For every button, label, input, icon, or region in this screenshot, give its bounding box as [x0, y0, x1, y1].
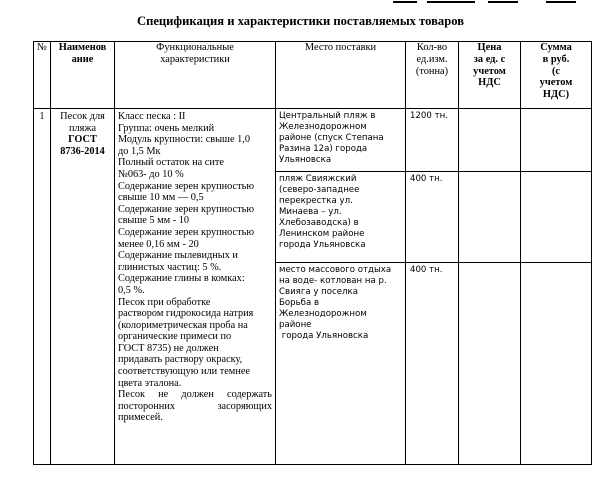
location-line: Железнодорожном — [279, 122, 367, 132]
location-line: перекрестка ул. — [279, 196, 353, 206]
product-standard-line: ГОСТ — [68, 134, 97, 146]
header-sum-line: учетом — [539, 77, 573, 89]
header-price — [459, 42, 521, 109]
functional-characteristics-cell — [115, 109, 276, 465]
header-unit — [406, 42, 459, 109]
header-unit-line: Кол-во — [416, 42, 448, 53]
header-price-line: учетом — [473, 65, 506, 77]
header-functional — [115, 42, 276, 109]
characteristic-line: свыше 5 мм - 10 — [118, 215, 190, 227]
sum-cell — [521, 172, 592, 263]
characteristic-line: менее 0,16 мм - 20 — [118, 238, 199, 250]
characteristic-line: Содержание пылевидных и — [118, 250, 238, 262]
characteristic-line: Песок не должен содержать — [118, 389, 272, 401]
characteristic-line: соответствующую или темнее — [118, 366, 250, 378]
page-top-edge-marks — [0, 0, 601, 6]
location-line: города Ульяновска — [279, 240, 366, 250]
delivery-location-cell — [276, 172, 406, 263]
delivery-location-cell — [276, 109, 406, 172]
characteristic-line: Содержание зерен крупностью — [118, 226, 255, 238]
product-name-line: Песок для — [60, 111, 105, 122]
header-functional-line: Функциональные — [156, 42, 234, 53]
characteristic-line: Группа: очень мелкий — [118, 122, 215, 134]
characteristic-line: Содержание зерен крупностью — [118, 180, 255, 192]
characteristic-line: Песок при обработке — [118, 296, 211, 308]
price-cell — [459, 172, 521, 263]
characteristic-line: органические примеси по — [118, 331, 232, 343]
header-name-line: Наименов — [58, 42, 107, 53]
location-line: Ульяновска — [279, 155, 332, 165]
location-line: районе — [279, 320, 312, 330]
header-sum-line: в руб. — [542, 53, 570, 65]
location-line: пляж Свияжский — [279, 174, 357, 184]
location-line: районе (спуск Степана — [279, 133, 384, 143]
characteristic-line: Содержание глины в комках: — [118, 273, 245, 285]
location-line: Борьба в — [279, 298, 320, 308]
characteristic-line: Модуль крупности: свыше 1,0 — [118, 134, 250, 146]
characteristic-line: примесей. — [118, 412, 163, 424]
document-title: Спецификация и характеристики поставляемых товаров — [136, 14, 464, 28]
product-name-cell — [51, 109, 115, 465]
location-line: Ленинском районе — [279, 229, 365, 239]
quantity-cell: 400 тн. — [406, 172, 459, 263]
header-location — [276, 42, 406, 109]
header-row — [34, 42, 592, 109]
header-name-line: ание — [71, 53, 94, 65]
location-line: города Ульяновска — [279, 331, 369, 341]
sum-cell — [521, 263, 592, 465]
characteristic-line: свыше 10 мм — 0,5 — [118, 192, 204, 204]
characteristic-line: раствором гидрокосида натрия — [118, 308, 254, 320]
characteristic-line: придавать раствору окраску, — [118, 354, 243, 366]
characteristic-line: посторонних засоряющих — [118, 400, 272, 412]
row-number: 1 — [34, 109, 51, 465]
characteristic-line: Содержание зерен крупностью — [118, 203, 255, 215]
header-name — [51, 42, 115, 109]
header-price-line: за ед. с — [473, 53, 506, 65]
characteristic-line: Полный остаток на сите — [118, 157, 224, 169]
characteristic-line: (колориметрическая проба на — [118, 319, 248, 331]
characteristic-line: до 1,5 Мк — [118, 145, 161, 157]
characteristic-line: №063- до 10 % — [118, 168, 184, 180]
product-name-line: пляжа — [68, 122, 97, 134]
header-functional-line: характеристики — [160, 53, 230, 65]
specification-table — [33, 41, 592, 465]
location-line: Центральный пляж в — [279, 111, 376, 121]
price-cell — [459, 109, 521, 172]
table-row — [34, 109, 592, 172]
header-sum-line: (с — [551, 65, 561, 77]
characteristic-line: глинистых частиц: 5 %. — [118, 261, 222, 273]
location-line: (северо-западнее — [279, 185, 360, 195]
quantity-cell: 400 тн. — [406, 263, 459, 465]
product-standard-line: 8736-2014 — [60, 145, 105, 157]
price-cell — [459, 263, 521, 465]
header-sum — [521, 42, 592, 109]
header-unit-line: ед.изм. — [416, 53, 448, 65]
location-line: Разина 12а) города — [279, 144, 368, 154]
location-line: Железнодорожном — [279, 309, 367, 319]
delivery-location-cell — [276, 263, 406, 465]
header-sum-line: Сумма — [540, 42, 572, 53]
location-line: Хлебозаводска) в — [279, 218, 359, 228]
characteristic-line: Класс песка : II — [118, 111, 186, 122]
quantity-cell: 1200 тн. — [406, 109, 459, 172]
characteristic-line: ГОСТ 8735) не должен — [118, 342, 219, 354]
location-line: на воде- котлован на р. — [279, 276, 387, 286]
characteristic-line: цвета эталона. — [118, 377, 182, 389]
sum-cell — [521, 109, 592, 172]
header-location-line: Место поставки — [304, 42, 377, 53]
location-line: Свияга у поселка — [279, 287, 358, 297]
location-line: Минаева – ул. — [279, 207, 342, 217]
header-num: № — [34, 42, 51, 109]
header-sum-line: НДС) — [542, 89, 570, 101]
location-line: место массового отдыха — [279, 265, 392, 275]
header-unit-line: (тонна) — [415, 65, 449, 77]
characteristic-line: 0,5 %. — [118, 284, 145, 296]
header-price-line: Цена — [477, 42, 502, 53]
header-price-line: НДС — [478, 77, 501, 89]
